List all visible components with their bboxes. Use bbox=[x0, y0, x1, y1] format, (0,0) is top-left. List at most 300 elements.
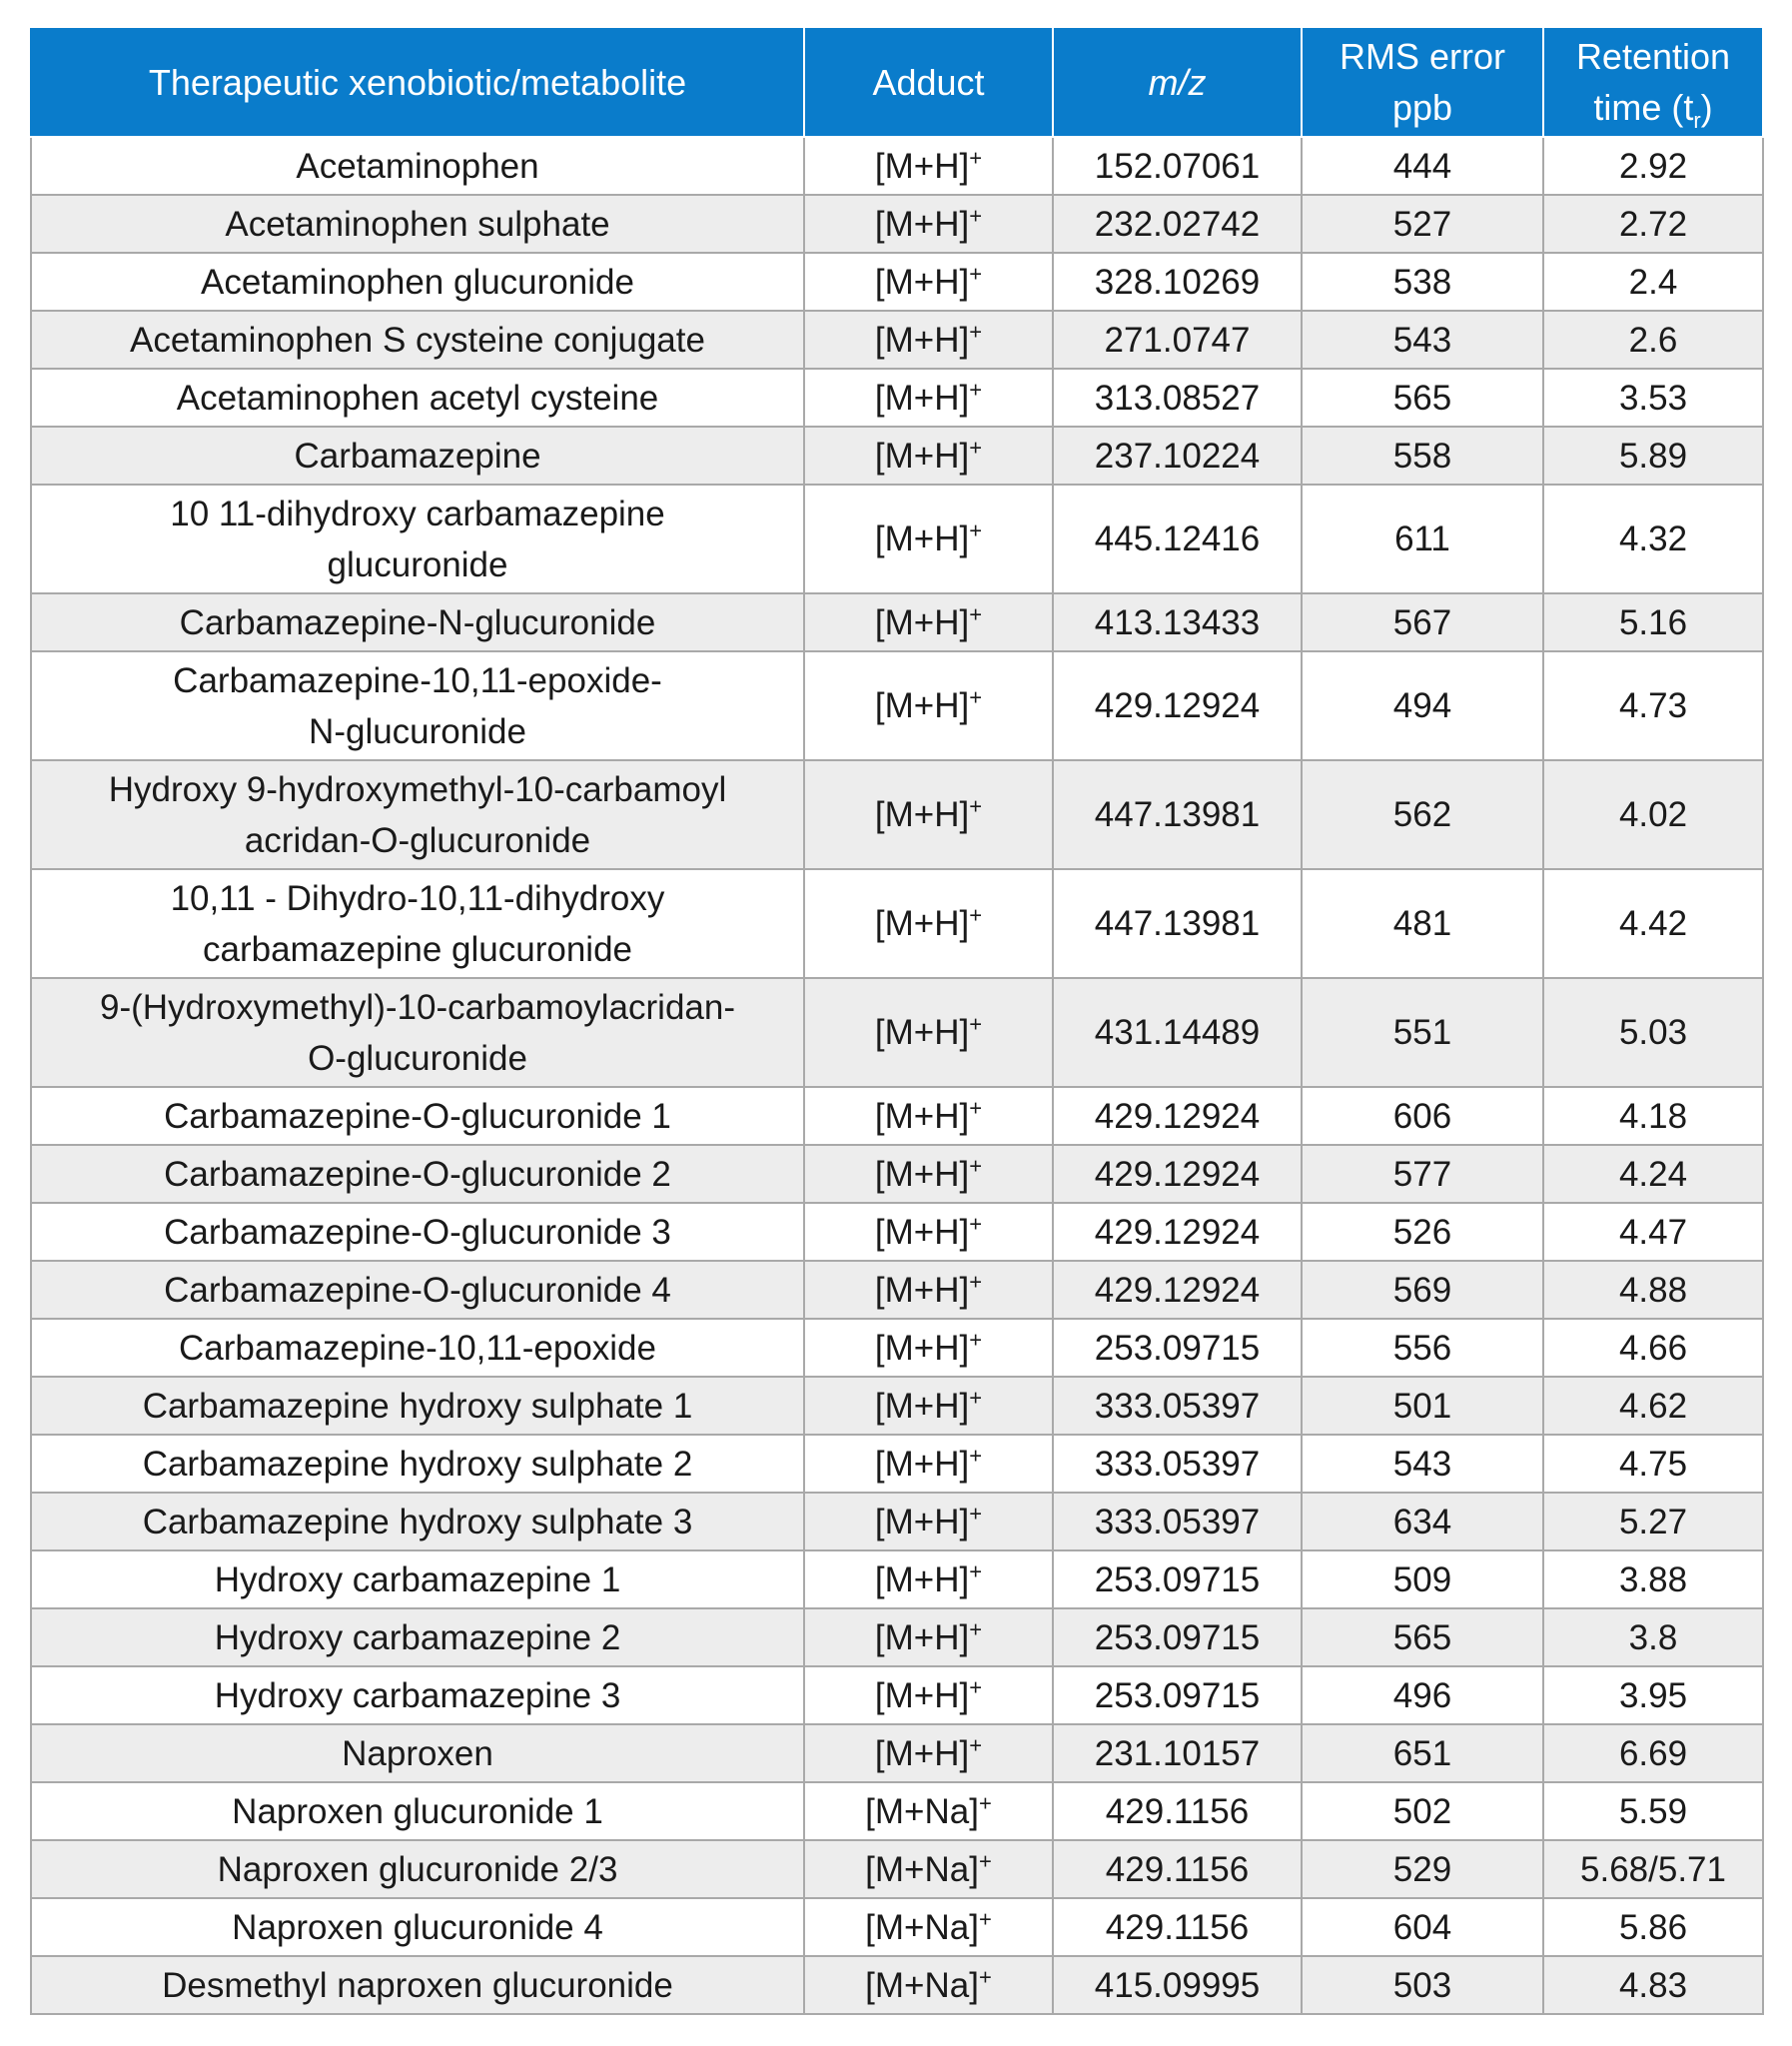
rms-value: 496 bbox=[1392, 1675, 1452, 1715]
compound-name-line2: N-glucuronide bbox=[309, 711, 526, 751]
adduct-charge: + bbox=[969, 1673, 983, 1699]
retention-time-value: 5.27 bbox=[1618, 1502, 1688, 1541]
cell-mz bbox=[1053, 427, 1302, 485]
cell-rms-error bbox=[1302, 311, 1543, 369]
compound-name: Acetaminophen S cysteine conjugate bbox=[130, 320, 705, 360]
retention-time-value: 2.4 bbox=[1628, 262, 1678, 302]
rms-value: 529 bbox=[1392, 1849, 1452, 1889]
retention-time-value: 4.88 bbox=[1618, 1270, 1688, 1310]
cell-adduct bbox=[804, 1840, 1053, 1898]
retention-time-value: 4.24 bbox=[1618, 1154, 1688, 1194]
adduct-charge: + bbox=[969, 1615, 983, 1641]
retention-time-value: 5.59 bbox=[1618, 1791, 1688, 1831]
cell-mz bbox=[1053, 1145, 1302, 1203]
header-rt-line2-post: ) bbox=[1700, 87, 1713, 128]
header-rms-line1: RMS error bbox=[1339, 36, 1505, 77]
cell-adduct bbox=[804, 1898, 1053, 1956]
adduct-charge: + bbox=[969, 202, 983, 228]
rms-value: 556 bbox=[1392, 1328, 1452, 1368]
cell-retention-time bbox=[1543, 1087, 1763, 1145]
cell-retention-time bbox=[1543, 1145, 1763, 1203]
header-rt-line2-pre: time (t bbox=[1593, 87, 1694, 128]
cell-retention-time bbox=[1543, 869, 1763, 978]
table-row bbox=[31, 1145, 1763, 1203]
compound-name: Acetaminophen sulphate bbox=[225, 204, 610, 244]
mz-value: 231.10157 bbox=[1094, 1733, 1261, 1773]
cell-compound bbox=[31, 1550, 804, 1608]
adduct-value: [M+H] bbox=[874, 436, 970, 476]
rms-value: 558 bbox=[1392, 436, 1452, 476]
header-rt-line2-sub: r bbox=[1693, 108, 1701, 134]
rms-value: 526 bbox=[1392, 1212, 1452, 1252]
cell-rms-error bbox=[1302, 1319, 1543, 1377]
adduct-charge: + bbox=[969, 793, 983, 819]
table-row bbox=[31, 1203, 1763, 1261]
cell-retention-time bbox=[1543, 485, 1763, 593]
table-row bbox=[31, 1087, 1763, 1145]
adduct-charge: + bbox=[978, 1789, 992, 1815]
cell-compound bbox=[31, 1898, 804, 1956]
retention-time-value: 6.69 bbox=[1618, 1733, 1688, 1773]
cell-mz bbox=[1053, 311, 1302, 369]
header-retention-time bbox=[1543, 27, 1763, 137]
mz-value: 333.05397 bbox=[1094, 1444, 1261, 1484]
cell-retention-time bbox=[1543, 1435, 1763, 1493]
cell-mz bbox=[1053, 1898, 1302, 1956]
compound-name: 9-(Hydroxymethyl)-10-carbamoylacridan- bbox=[99, 987, 735, 1027]
compound-name: Hydroxy carbamazepine 1 bbox=[214, 1559, 621, 1599]
cell-compound bbox=[31, 427, 804, 485]
cell-mz bbox=[1053, 760, 1302, 869]
table-row bbox=[31, 1956, 1763, 2014]
compound-name: Carbamazepine bbox=[294, 436, 541, 476]
mz-value: 429.1156 bbox=[1105, 1849, 1250, 1889]
cell-compound bbox=[31, 869, 804, 978]
cell-retention-time bbox=[1543, 1319, 1763, 1377]
compound-name: Desmethyl naproxen glucuronide bbox=[162, 1965, 673, 2005]
adduct-value: [M+H] bbox=[874, 1675, 970, 1715]
mz-value: 328.10269 bbox=[1094, 262, 1261, 302]
adduct-value: [M+H] bbox=[874, 1270, 970, 1310]
cell-adduct bbox=[804, 978, 1053, 1087]
mz-value: 232.02742 bbox=[1094, 204, 1261, 244]
cell-adduct bbox=[804, 593, 1053, 651]
cell-compound bbox=[31, 253, 804, 311]
rms-value: 481 bbox=[1392, 904, 1452, 943]
adduct-charge: + bbox=[978, 1963, 992, 1989]
cell-rms-error bbox=[1302, 137, 1543, 195]
cell-compound bbox=[31, 1435, 804, 1493]
cell-rms-error bbox=[1302, 1782, 1543, 1840]
table-row bbox=[31, 369, 1763, 427]
cell-adduct bbox=[804, 253, 1053, 311]
retention-time-value: 4.66 bbox=[1618, 1328, 1688, 1368]
cell-retention-time bbox=[1543, 593, 1763, 651]
table-row bbox=[31, 253, 1763, 311]
cell-retention-time bbox=[1543, 1782, 1763, 1840]
cell-adduct bbox=[804, 311, 1053, 369]
cell-compound bbox=[31, 369, 804, 427]
compound-name: Acetaminophen acetyl cysteine bbox=[176, 378, 659, 418]
adduct-charge: + bbox=[969, 1011, 983, 1037]
cell-adduct bbox=[804, 1782, 1053, 1840]
retention-time-value: 5.68/5.71 bbox=[1580, 1849, 1726, 1889]
rms-value: 634 bbox=[1392, 1502, 1452, 1541]
cell-compound bbox=[31, 195, 804, 253]
cell-mz bbox=[1053, 485, 1302, 593]
cell-mz bbox=[1053, 1377, 1302, 1435]
cell-compound bbox=[31, 1319, 804, 1377]
rms-value: 543 bbox=[1392, 1444, 1452, 1484]
cell-mz bbox=[1053, 1608, 1302, 1666]
adduct-charge: + bbox=[969, 1094, 983, 1120]
retention-time-value: 5.86 bbox=[1618, 1907, 1688, 1947]
adduct-value: [M+H] bbox=[874, 519, 970, 558]
adduct-value: [M+Na] bbox=[865, 1965, 979, 2005]
retention-time-value: 4.32 bbox=[1618, 519, 1688, 558]
cell-retention-time bbox=[1543, 369, 1763, 427]
table-row bbox=[31, 1724, 1763, 1782]
retention-time-value: 4.83 bbox=[1618, 1965, 1688, 2005]
header-rms-line2: ppb bbox=[1391, 87, 1453, 128]
adduct-value: [M+H] bbox=[874, 795, 970, 834]
cell-mz bbox=[1053, 593, 1302, 651]
retention-time-value: 4.42 bbox=[1618, 904, 1688, 943]
adduct-charge: + bbox=[969, 1557, 983, 1583]
table-row bbox=[31, 760, 1763, 869]
table-row bbox=[31, 1550, 1763, 1608]
cell-compound bbox=[31, 593, 804, 651]
table-header bbox=[31, 27, 1763, 137]
table-row bbox=[31, 1435, 1763, 1493]
mz-value: 429.12924 bbox=[1094, 1154, 1261, 1194]
cell-rms-error bbox=[1302, 1724, 1543, 1782]
rms-value: 611 bbox=[1394, 519, 1450, 558]
cell-rms-error bbox=[1302, 427, 1543, 485]
cell-retention-time bbox=[1543, 195, 1763, 253]
rms-value: 502 bbox=[1392, 1791, 1452, 1831]
cell-retention-time bbox=[1543, 1550, 1763, 1608]
retention-time-value: 4.18 bbox=[1618, 1096, 1688, 1136]
mz-value: 413.13433 bbox=[1094, 602, 1261, 642]
rms-value: 503 bbox=[1392, 1965, 1452, 2005]
cell-retention-time bbox=[1543, 427, 1763, 485]
adduct-value: [M+Na] bbox=[865, 1849, 979, 1889]
cell-rms-error bbox=[1302, 1898, 1543, 1956]
compound-name: Naproxen glucuronide 2/3 bbox=[217, 1849, 618, 1889]
cell-adduct bbox=[804, 1608, 1053, 1666]
cell-adduct bbox=[804, 1666, 1053, 1724]
cell-mz bbox=[1053, 1840, 1302, 1898]
compound-name: Acetaminophen glucuronide bbox=[201, 262, 634, 302]
adduct-charge: + bbox=[969, 517, 983, 543]
table-row bbox=[31, 427, 1763, 485]
cell-mz bbox=[1053, 869, 1302, 978]
adduct-value: [M+H] bbox=[874, 686, 970, 725]
rms-value: 569 bbox=[1392, 1270, 1452, 1310]
mz-value: 429.12924 bbox=[1094, 1212, 1261, 1252]
adduct-value: [M+Na] bbox=[865, 1907, 979, 1947]
cell-rms-error bbox=[1302, 485, 1543, 593]
cell-retention-time bbox=[1543, 1377, 1763, 1435]
cell-adduct bbox=[804, 1956, 1053, 2014]
cell-retention-time bbox=[1543, 1261, 1763, 1319]
compound-name: Acetaminophen bbox=[296, 146, 539, 186]
adduct-value: [M+H] bbox=[874, 378, 970, 418]
rms-value: 604 bbox=[1392, 1907, 1452, 1947]
adduct-charge: + bbox=[969, 1384, 983, 1410]
cell-adduct bbox=[804, 1145, 1053, 1203]
cell-mz bbox=[1053, 1493, 1302, 1550]
adduct-charge: + bbox=[969, 684, 983, 710]
compound-name: 10,11 - Dihydro-10,11-dihydroxy bbox=[170, 878, 665, 918]
cell-rms-error bbox=[1302, 651, 1543, 760]
mz-value: 431.14489 bbox=[1094, 1013, 1261, 1052]
cell-adduct bbox=[804, 137, 1053, 195]
mz-value: 253.09715 bbox=[1094, 1675, 1261, 1715]
mz-value: 237.10224 bbox=[1094, 436, 1261, 476]
cell-rms-error bbox=[1302, 1087, 1543, 1145]
cell-rms-error bbox=[1302, 195, 1543, 253]
cell-retention-time bbox=[1543, 1608, 1763, 1666]
adduct-charge: + bbox=[969, 1152, 983, 1178]
compound-name: Carbamazepine-10,11-epoxide bbox=[179, 1328, 656, 1368]
cell-adduct bbox=[804, 1377, 1053, 1435]
retention-time-value: 3.8 bbox=[1628, 1617, 1678, 1657]
cell-adduct bbox=[804, 1261, 1053, 1319]
mz-value: 447.13981 bbox=[1094, 795, 1261, 834]
retention-time-value: 4.73 bbox=[1618, 686, 1688, 725]
cell-rms-error bbox=[1302, 1550, 1543, 1608]
cell-adduct bbox=[804, 195, 1053, 253]
cell-retention-time bbox=[1543, 253, 1763, 311]
header-mz bbox=[1053, 27, 1302, 137]
retention-time-value: 4.75 bbox=[1618, 1444, 1688, 1484]
cell-compound bbox=[31, 311, 804, 369]
cell-compound bbox=[31, 1782, 804, 1840]
cell-adduct bbox=[804, 485, 1053, 593]
cell-adduct bbox=[804, 869, 1053, 978]
mz-value: 429.12924 bbox=[1094, 1270, 1261, 1310]
cell-compound bbox=[31, 1724, 804, 1782]
retention-time-value: 5.16 bbox=[1618, 602, 1688, 642]
cell-retention-time bbox=[1543, 1898, 1763, 1956]
mz-value: 429.1156 bbox=[1105, 1907, 1250, 1947]
mz-value: 429.12924 bbox=[1094, 1096, 1261, 1136]
compound-name-line2: acridan-O-glucuronide bbox=[244, 820, 591, 860]
cell-retention-time bbox=[1543, 1493, 1763, 1550]
rms-value: 577 bbox=[1392, 1154, 1452, 1194]
header-adduct bbox=[804, 27, 1053, 137]
cell-mz bbox=[1053, 1550, 1302, 1608]
table-row bbox=[31, 1666, 1763, 1724]
compound-name: Carbamazepine hydroxy sulphate 1 bbox=[142, 1386, 693, 1426]
adduct-charge: + bbox=[969, 600, 983, 626]
cell-compound bbox=[31, 1203, 804, 1261]
adduct-value: [M+H] bbox=[874, 1444, 970, 1484]
compound-name: Carbamazepine-N-glucuronide bbox=[179, 602, 656, 642]
retention-time-value: 4.62 bbox=[1618, 1386, 1688, 1426]
adduct-value: [M+H] bbox=[874, 1502, 970, 1541]
mz-value: 253.09715 bbox=[1094, 1328, 1261, 1368]
table-row bbox=[31, 195, 1763, 253]
cell-rms-error bbox=[1302, 978, 1543, 1087]
cell-retention-time bbox=[1543, 1840, 1763, 1898]
cell-rms-error bbox=[1302, 1666, 1543, 1724]
cell-mz bbox=[1053, 1724, 1302, 1782]
adduct-value: [M+H] bbox=[874, 602, 970, 642]
adduct-charge: + bbox=[969, 1731, 983, 1757]
header-rms-error bbox=[1302, 27, 1543, 137]
table-row bbox=[31, 651, 1763, 760]
cell-adduct bbox=[804, 760, 1053, 869]
compound-name: Naproxen bbox=[342, 1733, 493, 1773]
adduct-charge: + bbox=[978, 1847, 992, 1873]
rms-value: 606 bbox=[1392, 1096, 1452, 1136]
rms-value: 567 bbox=[1392, 602, 1452, 642]
cell-retention-time bbox=[1543, 1203, 1763, 1261]
adduct-charge: + bbox=[969, 260, 983, 286]
cell-adduct bbox=[804, 1550, 1053, 1608]
table-body bbox=[31, 137, 1763, 2014]
rms-value: 551 bbox=[1392, 1013, 1452, 1052]
cell-adduct bbox=[804, 1493, 1053, 1550]
cell-compound bbox=[31, 1493, 804, 1550]
compound-name-line2: carbamazepine glucuronide bbox=[203, 929, 632, 969]
cell-retention-time bbox=[1543, 1956, 1763, 2014]
cell-mz bbox=[1053, 1319, 1302, 1377]
compound-name: Hydroxy 9-hydroxymethyl-10-carbamoyl bbox=[108, 769, 727, 809]
rms-value: 565 bbox=[1392, 1617, 1452, 1657]
cell-compound bbox=[31, 1087, 804, 1145]
cell-mz bbox=[1053, 1782, 1302, 1840]
cell-mz bbox=[1053, 1435, 1302, 1493]
adduct-charge: + bbox=[969, 1210, 983, 1236]
mz-value: 333.05397 bbox=[1094, 1386, 1261, 1426]
retention-time-value: 4.02 bbox=[1618, 795, 1688, 834]
cell-compound bbox=[31, 1377, 804, 1435]
cell-compound bbox=[31, 1666, 804, 1724]
compound-name: Carbamazepine-O-glucuronide 2 bbox=[164, 1154, 671, 1194]
cell-compound bbox=[31, 1145, 804, 1203]
rms-value: 444 bbox=[1392, 146, 1452, 186]
cell-compound bbox=[31, 1956, 804, 2014]
table-row bbox=[31, 1840, 1763, 1898]
cell-rms-error bbox=[1302, 1956, 1543, 2014]
retention-time-value: 3.88 bbox=[1618, 1559, 1688, 1599]
compound-name: 10 11-dihydroxy carbamazepine bbox=[170, 494, 665, 533]
cell-adduct bbox=[804, 1203, 1053, 1261]
cell-mz bbox=[1053, 253, 1302, 311]
retention-time-value: 5.89 bbox=[1618, 436, 1688, 476]
cell-rms-error bbox=[1302, 1261, 1543, 1319]
cell-compound bbox=[31, 485, 804, 593]
cell-adduct bbox=[804, 1724, 1053, 1782]
cell-rms-error bbox=[1302, 1493, 1543, 1550]
adduct-value: [M+H] bbox=[874, 1386, 970, 1426]
rms-value: 651 bbox=[1392, 1733, 1452, 1773]
rms-value: 562 bbox=[1392, 795, 1452, 834]
cell-rms-error bbox=[1302, 369, 1543, 427]
header-rt-line1: Retention bbox=[1575, 36, 1731, 77]
cell-mz bbox=[1053, 978, 1302, 1087]
cell-mz bbox=[1053, 369, 1302, 427]
retention-time-value: 2.6 bbox=[1628, 320, 1678, 360]
table-row bbox=[31, 137, 1763, 195]
mz-value: 445.12416 bbox=[1094, 519, 1261, 558]
compound-name: Carbamazepine-O-glucuronide 3 bbox=[164, 1212, 671, 1252]
cell-adduct bbox=[804, 1087, 1053, 1145]
compound-name: Carbamazepine-O-glucuronide 1 bbox=[164, 1096, 671, 1136]
mz-value: 447.13981 bbox=[1094, 904, 1261, 943]
cell-mz bbox=[1053, 651, 1302, 760]
compound-name: Carbamazepine-10,11-epoxide- bbox=[173, 660, 662, 700]
adduct-value: [M+H] bbox=[874, 1617, 970, 1657]
mz-value: 253.09715 bbox=[1094, 1617, 1261, 1657]
retention-time-value: 2.72 bbox=[1618, 204, 1688, 244]
header-row bbox=[31, 27, 1763, 137]
mz-value: 152.07061 bbox=[1094, 146, 1261, 186]
cell-rms-error bbox=[1302, 593, 1543, 651]
adduct-value: [M+H] bbox=[874, 1733, 970, 1773]
cell-compound bbox=[31, 760, 804, 869]
table-row bbox=[31, 1782, 1763, 1840]
header-mz-label: m/z bbox=[1148, 61, 1207, 103]
adduct-value: [M+H] bbox=[874, 262, 970, 302]
rms-value: 509 bbox=[1392, 1559, 1452, 1599]
rms-value: 501 bbox=[1392, 1386, 1452, 1426]
retention-time-value: 3.53 bbox=[1618, 378, 1688, 418]
cell-mz bbox=[1053, 1666, 1302, 1724]
cell-adduct bbox=[804, 1435, 1053, 1493]
rms-value: 538 bbox=[1392, 262, 1452, 302]
rms-value: 494 bbox=[1392, 686, 1452, 725]
adduct-charge: + bbox=[969, 1500, 983, 1526]
table-row bbox=[31, 593, 1763, 651]
adduct-charge: + bbox=[969, 144, 983, 170]
cell-rms-error bbox=[1302, 869, 1543, 978]
rms-value: 565 bbox=[1392, 378, 1452, 418]
cell-rms-error bbox=[1302, 760, 1543, 869]
compound-name: Carbamazepine-O-glucuronide 4 bbox=[164, 1270, 671, 1310]
mz-value: 429.12924 bbox=[1094, 686, 1261, 725]
adduct-charge: + bbox=[969, 902, 983, 928]
adduct-value: [M+H] bbox=[874, 320, 970, 360]
adduct-charge: + bbox=[969, 376, 983, 402]
header-compound-label: Therapeutic xenobiotic/metabolite bbox=[148, 61, 687, 103]
cell-compound bbox=[31, 1840, 804, 1898]
compound-name: Carbamazepine hydroxy sulphate 2 bbox=[142, 1444, 693, 1484]
table-row bbox=[31, 1261, 1763, 1319]
adduct-value: [M+H] bbox=[874, 1154, 970, 1194]
adduct-value: [M+Na] bbox=[865, 1791, 979, 1831]
cell-mz bbox=[1053, 1087, 1302, 1145]
retention-time-value: 4.47 bbox=[1618, 1212, 1688, 1252]
table-row bbox=[31, 311, 1763, 369]
adduct-charge: + bbox=[969, 1442, 983, 1468]
cell-rms-error bbox=[1302, 1435, 1543, 1493]
adduct-value: [M+H] bbox=[874, 1212, 970, 1252]
cell-compound bbox=[31, 978, 804, 1087]
table-row bbox=[31, 978, 1763, 1087]
cell-compound bbox=[31, 651, 804, 760]
cell-compound bbox=[31, 1608, 804, 1666]
cell-retention-time bbox=[1543, 651, 1763, 760]
cell-adduct bbox=[804, 427, 1053, 485]
compound-name: Hydroxy carbamazepine 3 bbox=[214, 1675, 621, 1715]
adduct-value: [M+H] bbox=[874, 1096, 970, 1136]
cell-rms-error bbox=[1302, 1145, 1543, 1203]
